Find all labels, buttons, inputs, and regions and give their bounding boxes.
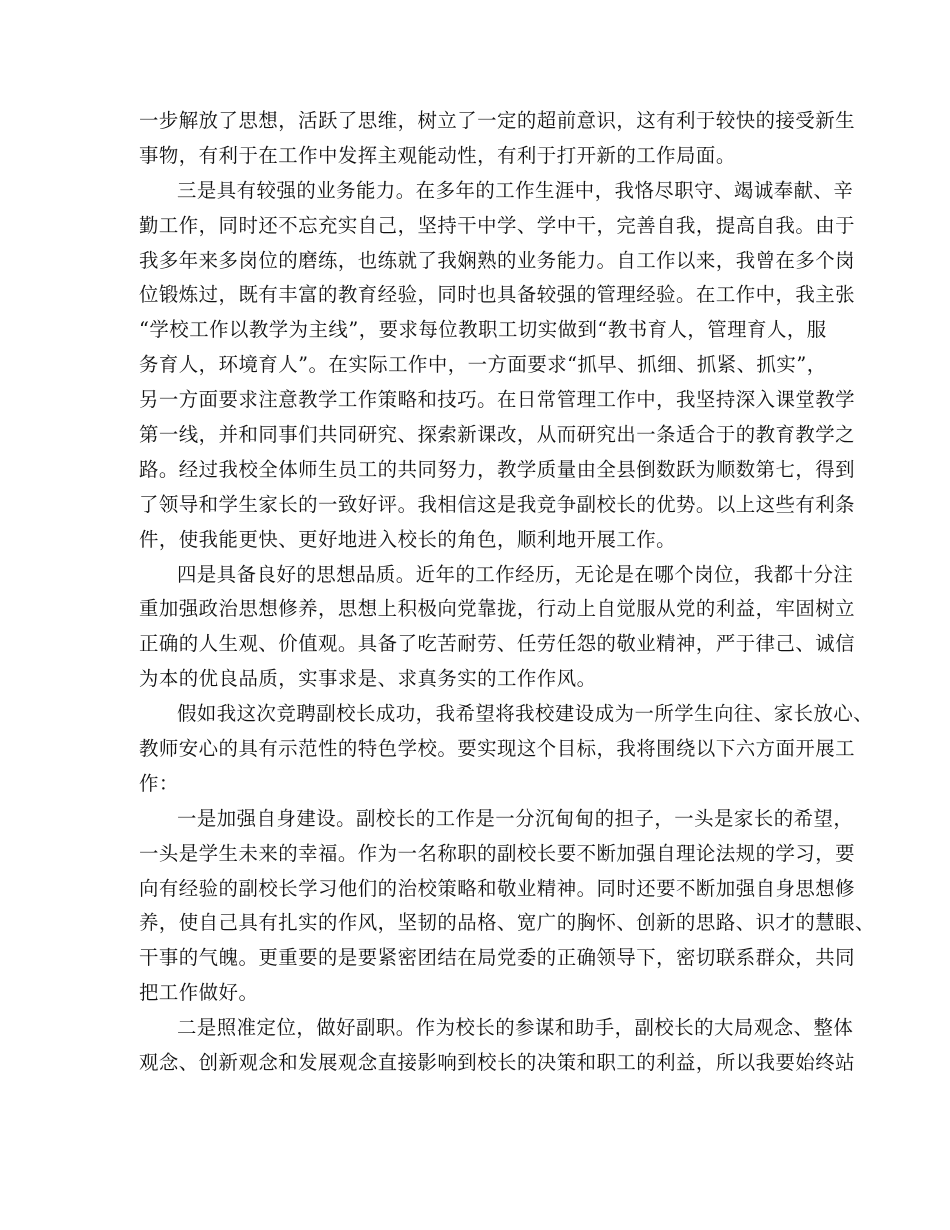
paragraph-line: 作：	[139, 771, 179, 795]
paragraph-line: 一头是学生未来的幸福。作为一名称职的副校长要不断加强自理论法规的学习，要	[139, 841, 856, 865]
paragraph-line: 正确的人生观、价值观。具备了吃苦耐劳、任劳任怨的敬业精神，严于律己、诚信	[139, 632, 856, 656]
paragraph	[139, 174, 856, 558]
paragraph	[139, 104, 856, 174]
paragraph-line: 一步解放了思想，活跃了思维，树立了一定的超前意识，这有利于较快的接受新生	[139, 109, 856, 132]
paragraph-line: 重加强政治思想修养，思想上积极向党靠拢，行动上自觉服从党的利益，牢固树立	[139, 597, 856, 621]
paragraph-line: 路。经过我校全体师生员工的共同努力，教学质量由全县倒数跃为顺数第七，得到	[139, 457, 856, 481]
paragraph	[139, 558, 856, 698]
paragraph-line: 假如我这次竞聘副校长成功，我希望将我校建设成为一所学生向往、家长放心、	[177, 702, 874, 726]
paragraph-line: 了领导和学生家长的一致好评。我相信这是我竞争副校长的优势。以上这些有利条	[139, 492, 856, 516]
paragraph-line: 一是加强自身建设。副校长的工作是一分沉甸甸的担子，一头是家长的希望，	[177, 806, 854, 830]
paragraph-line: 第一线，并和同事们共同研究、探索新课改，从而研究出一条适合于的教育教学之	[139, 423, 856, 447]
paragraph-line: 我多年来多岗位的磨练，也练就了我娴熟的业务能力。自工作以来，我曾在多个岗	[139, 248, 856, 272]
paragraph-line: 件，使我能更快、更好地进入校长的角色，顺利地开展工作。	[139, 527, 677, 551]
paragraph	[139, 1011, 856, 1081]
paragraph-line: 另一方面要求注意教学工作策略和技巧。在日常管理工作中，我坚持深入课堂教学	[139, 388, 856, 412]
paragraph-line: 二是照准定位，做好副职。作为校长的参谋和助手，副校长的大局观念、整体	[177, 1016, 854, 1040]
paragraph-line: 事物，有利于在工作中发挥主观能动性，有利于打开新的工作局面。	[139, 143, 736, 167]
paragraph-line: 勤工作，同时还不忘充实自己，坚持干中学、学中干，完善自我，提高自我。由于	[139, 213, 856, 237]
paragraph-line: 干事的气魄。更重要的是要紧密团结在局党委的正确领导下，密切联系群众，共同	[139, 946, 856, 970]
paragraph-line: “学校工作以教学为主线”，要求每位教职工切实做到“教书育人，管理育人，服	[139, 318, 827, 342]
paragraph-line: 向有经验的副校长学习他们的治校策略和敬业精神。同时还要不断加强自身思想修	[139, 876, 856, 900]
paragraph-line: 养，使自己具有扎实的作风，坚韧的品格、宽广的胸怀、创新的思路、识才的慧眼、	[139, 911, 875, 935]
document-body	[139, 104, 875, 1081]
paragraph-line: 四是具备良好的思想品质。近年的工作经历，无论是在哪个岗位，我都十分注	[177, 562, 854, 586]
paragraph-line: 把工作做好。	[139, 981, 259, 1005]
paragraph-line: 三是具有较强的业务能力。在多年的工作生涯中，我恪尽职守、竭诚奉献、辛	[177, 178, 854, 202]
paragraph-line: 位锻炼过，既有丰富的教育经验，同时也具备较强的管理经验。在工作中，我主张	[139, 283, 856, 307]
paragraph-line: 务育人，环境育人”。在实际工作中，一方面要求“抓早、抓细、抓紧、抓实”，	[139, 353, 827, 377]
paragraph-line: 教师安心的具有示范性的特色学校。要实现这个目标，我将围绕以下六方面开展工	[139, 737, 856, 761]
paragraph	[139, 697, 874, 802]
paragraph-line: 为本的优良品质，实事求是、求真务实的工作作风。	[139, 667, 597, 691]
paragraph-line: 观念、创新观念和发展观念直接影响到校长的决策和职工的利益，所以我要始终站	[139, 1051, 856, 1075]
paragraph	[139, 802, 875, 1011]
